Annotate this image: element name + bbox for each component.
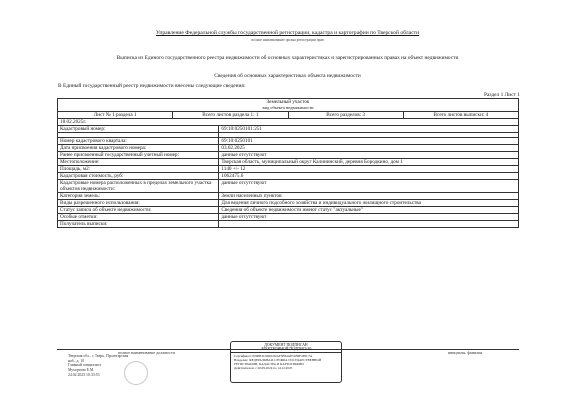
agency-caption: полное наименование органа регистрации прав (251, 38, 324, 42)
row-value: данные отсутствуют (219, 180, 519, 193)
sheets-total: Всего листов выписки: 4 (403, 112, 518, 119)
signature-line: Сертификат: 0000B3C9D61D2AF3E84AE51B9F2F6C7A (234, 354, 313, 358)
table-row (58, 138, 519, 145)
object-header-table (57, 98, 519, 119)
row-value: Тверская область, муниципальный округ Калининский, деревня Бородкино, дом 1 (219, 159, 519, 166)
registrar-line: наб., д. 10 (68, 358, 85, 363)
row-label: Виды разрешенного использования: (58, 200, 219, 207)
signature-subtitle: ЭЛЕКТРОННОЙ ПОДПИСЬЮ (231, 347, 341, 353)
registrar-line: Главный специалист (68, 363, 102, 368)
row-label: Категория земель: (58, 193, 219, 200)
row-label: Кадастровые номера расположенных в пределах земельного участка объектов недвижимости: (58, 180, 219, 193)
table-row (58, 193, 519, 200)
row-label: Получатель выписки: (58, 221, 219, 228)
extract-date: 18.02.2025г. (58, 119, 519, 126)
agency-name: Управление Федеральной службы государственной регистрации, кадастра и картографии по Тверской области (155, 30, 420, 36)
table-row (58, 145, 519, 152)
signature-line: Владелец: ФЕДЕРАЛЬНАЯ СЛУЖБА ГОСУДАРСТВЕННОЙ (234, 358, 322, 362)
object-type: Земельный участок (266, 99, 310, 105)
position-caption: полное наименование должности (118, 350, 175, 355)
row-value: 69:10:0250101 (219, 138, 519, 145)
registrar-line: Мухортова Е.М. (68, 368, 95, 373)
table-row (58, 214, 519, 221)
table-row (58, 159, 519, 166)
row-label: Кадастровая стоимость, руб: (58, 173, 219, 180)
row-label: Площадь, м2: (58, 166, 219, 173)
characteristics-table (57, 118, 519, 228)
row-label: Дата присвоения кадастрового номера: (58, 145, 219, 152)
row-value: 69:10:0250101:251 (219, 126, 519, 133)
row-value: Сведения об объекте недвижимости имеют статус "актуальные" (219, 207, 519, 214)
row-label: Номер кадастрового квартала: (58, 138, 219, 145)
signature-line: РЕГИСТРАЦИИ, КАДАСТРА И КАРТОГРАФИИ (234, 362, 304, 366)
row-value: данные отсутствуют (219, 214, 519, 221)
sections-total: Всего разделов: 3 (288, 112, 403, 119)
table-row (58, 221, 519, 228)
row-value: данные отсутствуют (219, 152, 519, 159)
electronic-signature-stamp (230, 341, 342, 383)
row-label: Кадастровый номер: (58, 126, 219, 133)
row-label: Особые отметки: (58, 214, 219, 221)
sheet-number: Лист № 1 раздела 1 (58, 112, 173, 119)
object-type-caption: вид объекта недвижимости (262, 105, 314, 110)
registrar-line: 24.02.2025 10:33:53 (68, 372, 100, 377)
row-value: Земли населенных пунктов (219, 193, 519, 200)
name-caption: инициалы, фамилия (448, 350, 483, 355)
table-row (58, 173, 519, 180)
registrar-line: Тверская обл., г. Тверь, Пролетарская (68, 354, 129, 358)
info-title: Сведения об основных характеристиках объекта недвижимости (214, 73, 361, 79)
object-type-cell (58, 99, 519, 112)
table-row (58, 180, 519, 193)
row-label: Местоположение: (58, 159, 219, 166)
table-row (58, 152, 519, 159)
intro-text: В Единый государственный реестр недвижимости внесены следующие сведения: (58, 83, 246, 89)
section-label: Раздел 1 Лист 1 (484, 92, 520, 98)
row-value: 03.02.2025 (219, 145, 519, 152)
signature-line: Действителен: с 20.09.2024 по 14.12.2025 (234, 366, 293, 370)
table-row (58, 166, 519, 173)
row-label: Статус записи об объекте недвижимости: (58, 207, 219, 214)
row-label: Ранее присвоенный государственный учетный номер: (58, 152, 219, 159)
sheets-in-section: Всего листов раздела 1: 1 (173, 112, 288, 119)
registrar-info (68, 354, 128, 378)
row-value (219, 221, 519, 228)
extract-title: Выписка из Единого государственного реестра недвижимости об основных характеристиках и зарегистрированных правах на объект недвижимости (116, 55, 459, 61)
signature-title: ДОКУМЕНТ ПОДПИСАН (264, 343, 308, 347)
row-value: Для ведения личного подсобного хозяйства и индивидуального жилищного строительства (219, 200, 519, 207)
table-row (58, 126, 519, 133)
table-row (58, 207, 519, 214)
row-value: 1062475.6 (219, 173, 519, 180)
table-row (58, 200, 519, 207)
row-value: 1140 +/- 12 (219, 166, 519, 173)
